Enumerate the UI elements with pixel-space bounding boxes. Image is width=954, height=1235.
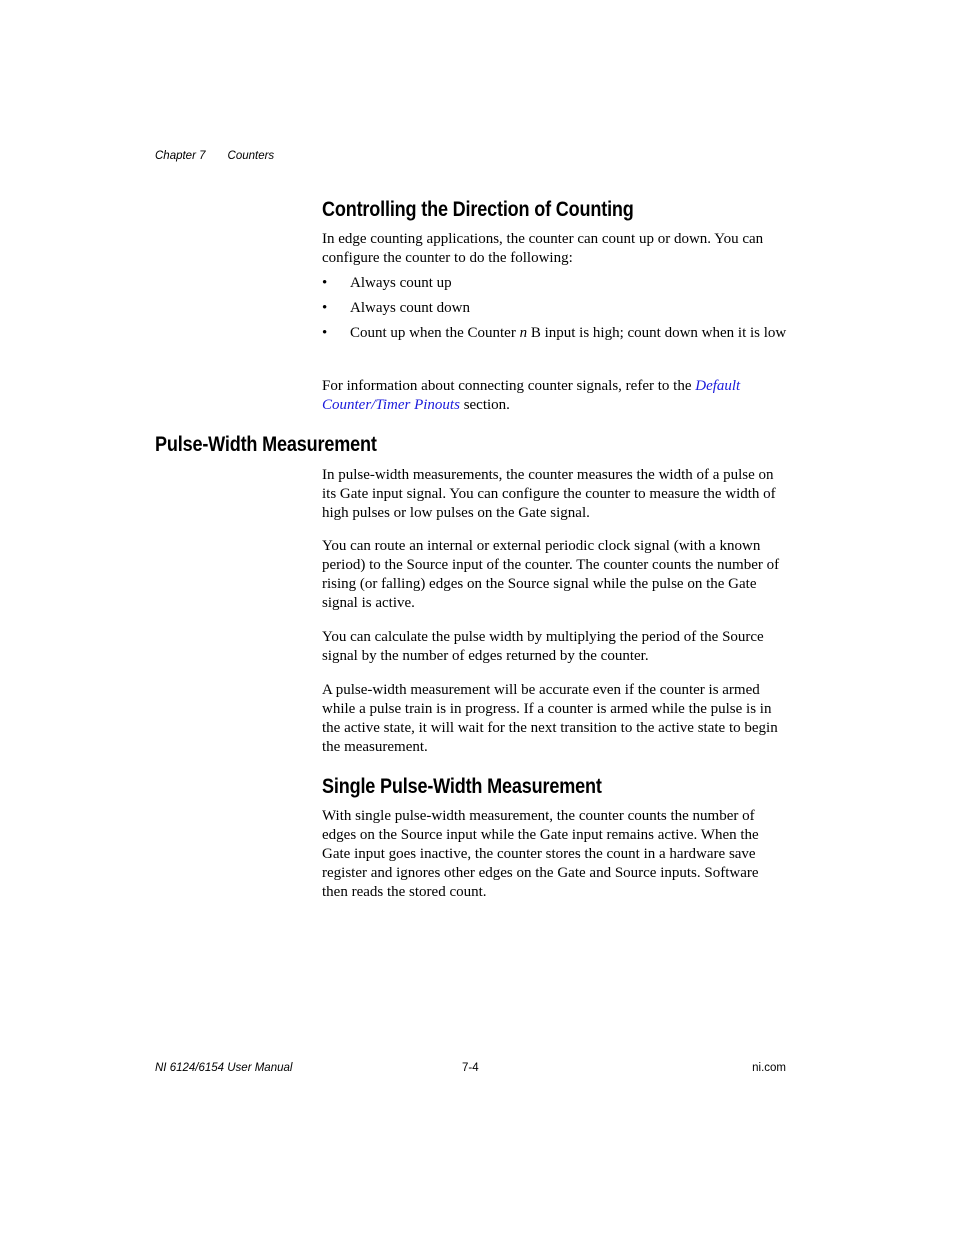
running-header — [155, 150, 274, 162]
heading-single-pulse-width-measurement: Single Pulse-Width Measurement — [322, 775, 602, 798]
direction-intro-paragraph: In edge counting applications, the counter can count up or down. You can configure the counter to do the following: — [322, 231, 764, 266]
pulse-width-paragraph-3: You can calculate the pulse width by multiplying the period of the Source signal by the number of edges returned by the counter. — [322, 629, 764, 664]
direction-info-paragraph: For information about connecting counter signals, refer to the Default Counter/Timer Pinouts section. — [322, 378, 741, 413]
direction-options-list — [322, 274, 787, 349]
footer-site: ni.com — [752, 1062, 786, 1074]
default-counter-timer-pinouts-link[interactable]: Default Counter/Timer Pinouts — [322, 378, 741, 413]
footer-manual-title: NI 6124/6154 User Manual — [155, 1062, 293, 1074]
footer-page-number: 7-4 — [462, 1062, 479, 1074]
chapter-name: Counters — [227, 150, 275, 162]
single-pulse-width-paragraph: With single pulse-width measurement, the counter counts the number of edges on the Source input while the Gate input remains active. When the Gate input goes inactive, the counter stores the count in a hardware save register and ignores other edges on the Gate and Source inputs. Software then reads the stored count. — [322, 808, 759, 900]
list-item: • Count up when the Counter n B input is high; count down when it is low — [322, 325, 787, 341]
bullet-glyph: • — [322, 325, 328, 341]
counter-n-variable: n — [519, 325, 528, 341]
chapter-number: Chapter 7 — [155, 150, 206, 162]
bullet-glyph: • — [322, 300, 328, 316]
heading-direction-of-counting: Controlling the Direction of Counting — [322, 198, 634, 221]
pulse-width-paragraph-2: You can route an internal or external periodic clock signal (with a known period) to the Source input of the counter. The counter counts the number of rising (or falling) edges on the Source signal while the pulse on the Gate signal is active. — [322, 538, 780, 611]
heading-pulse-width-measurement: Pulse-Width Measurement — [155, 433, 377, 456]
list-item: • Always count down — [322, 300, 470, 316]
list-item: • Always count up — [322, 275, 452, 291]
pulse-width-paragraph-1: In pulse-width measurements, the counter measures the width of a pulse on its Gate input signal. You can configure the counter to measure the width of high pulses or low pulses on the Gate signal. — [322, 467, 776, 521]
pulse-width-paragraph-4: A pulse-width measurement will be accurate even if the counter is armed while a pulse train is in progress. If a counter is armed while the pulse is in the active state, it will wait for the next transition to the active state to begin the measurement. — [322, 682, 778, 755]
bullet-glyph: • — [322, 275, 328, 291]
